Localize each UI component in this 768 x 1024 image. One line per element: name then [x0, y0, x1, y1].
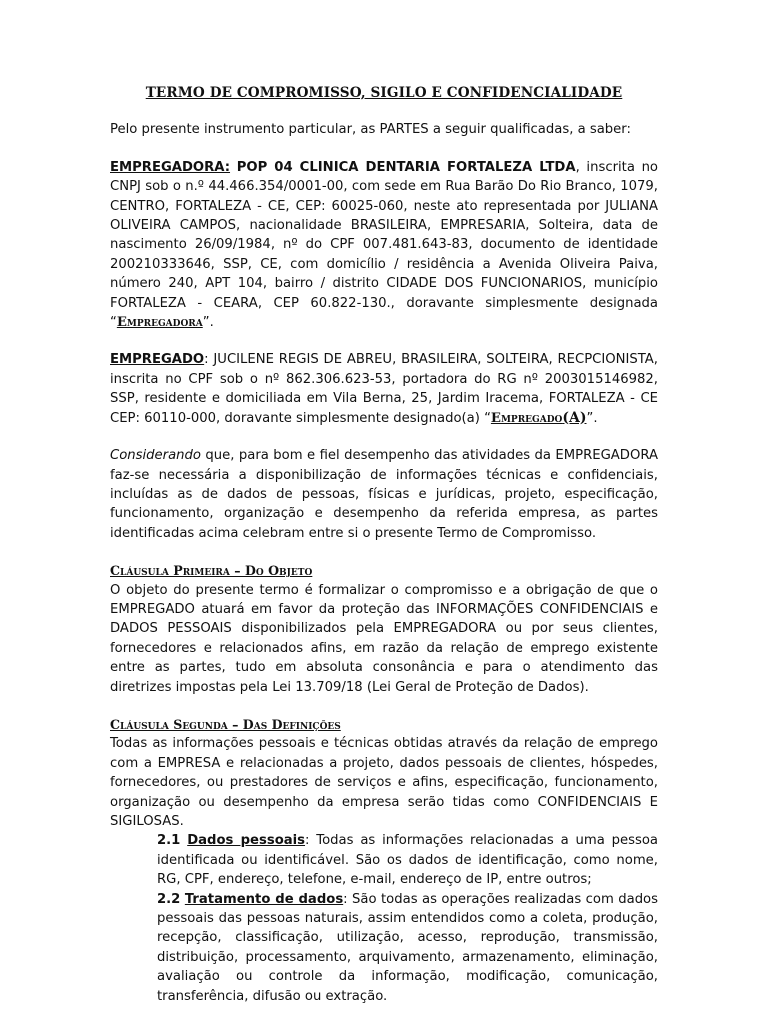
empregado-designation-suffix: (A) — [562, 409, 587, 426]
empregado-label: EMPREGADO — [110, 352, 205, 368]
definition-item — [157, 831, 658, 889]
clausula1-heading: Cláusula Primeira – Do Objeto — [110, 563, 313, 579]
intro-paragraph: Pelo presente instrumento particular, as PARTES a seguir qualificadas, a saber: — [110, 122, 631, 138]
definition-term: Tratamento de dados — [184, 891, 344, 907]
empregado-text: : JUCILENE REGIS DE ABREU, BRASILEIRA, SOLTEIRA, RECPCIONISTA, inscrita no CPF sob o nº 862.306.623-53, portadora do RG nº 2003015146982, SSP, residente e domiciliada em Vila Berna, 25, Jardim Iracema, FORTALEZA - CE CEP: 60110-000, doravante simplesmente designado(a) “ — [110, 352, 658, 426]
considerando-italic: Considerando — [110, 448, 201, 464]
empregadora-company: POP 04 CLINICA DENTARIA FORTALEZA LTDA — [236, 159, 576, 175]
empregadora-paragraph — [110, 158, 658, 333]
definition-number: 2.2 — [157, 891, 181, 907]
document-page — [110, 84, 658, 1006]
considerando-text: que, para bom e fiel desempenho das atividades da EMPREGADORA faz-se necessária a disponibilização de informações técnicas e confidenciais, incluídas as de dados de pessoas, físicas e jurídicas, projeto, especificação, funcionamento, organização e desempenho da referida empresa, as partes identificadas acima celebram entre si o presente Termo de Compromisso. — [110, 448, 658, 541]
empregado-paragraph — [110, 350, 658, 428]
clausula2-heading: Cláusula Segunda – Das Definições — [110, 716, 341, 732]
definition-text: : Todas as informações relacionadas a uma pessoa identificada ou identificável. São os dados de identificação, como nome, RG, CPF, endereço, telefone, e-mail, endereço de IP, entre outros; — [157, 833, 658, 888]
empregado-close: ”. — [586, 410, 598, 426]
empregadora-close: ”. — [202, 315, 214, 331]
clausula2-text: Todas as informações pessoais e técnicas obtidas através da relação de emprego com a EMPRESA e relacionadas a projeto, dados pessoais de clientes, hóspedes, fornecedores, ou prestadores de serviços e afins, especificação, funcionamento, organização ou desempenho da empresa serão tidas como CONFIDENCIAIS E SIGILOSAS. — [110, 736, 658, 829]
definition-item — [157, 890, 658, 1006]
empregadora-label: EMPREGADORA: — [110, 159, 231, 175]
clausula1-text: O objeto do presente termo é formalizar o compromisso e a obrigação de que o EMPREGADO atuará em favor da proteção das INFORMAÇÕES CONFIDENCIAIS e DADOS PESSOAIS disponibilizados pela EMPREGADORA ou por seus clientes, fornecedores e relacionados afins, em razão da relação de emprego existente entre as partes, tudo em absoluta consonância e para o atendimento das diretrizes impostas pela Lei 13.709/18 (Lei Geral de Proteção de Dados). — [110, 582, 658, 695]
considerando-paragraph — [110, 446, 658, 543]
empregadora-text: , inscrita no CNPJ sob o n.º 44.466.354/0001-00, com sede em Rua Barão Do Rio Branco, 1079, CENTRO, FORTALEZA - CE, CEP: 60025-060, neste ato representada por JULIANA OLIVEIRA CAMPOS, nacionalidade BRASILEIRA, EMPRESARIA, Solteira, data de nascimento 26/09/1984, nº do CPF 007.481.643-83, documento de identidade 200210333646, SSP, CE, com domicílio / residência a Avenida Oliveira Paiva, número 240, APT 104, bairro / distrito CIDADE DOS FUNCIONARIOS, município FORTALEZA - CEARA, CEP 60.822-130., doravante simplesmente designada “ — [110, 159, 658, 331]
empregado-designation: Empregado — [490, 410, 563, 426]
document-title: TERMO DE COMPROMISSO, SIGILO E CONFIDENCIALIDADE — [145, 85, 623, 101]
definition-number: 2.1 — [157, 833, 181, 849]
empregadora-designation: Empregadora — [116, 315, 203, 331]
definition-text: : São todas as operações realizadas com dados pessoais das pessoas naturais, assim entendidos como a coleta, produção, recepção, classificação, utilização, acesso, reprodução, transmissão, distribuição, processamento, arquivamento, armazenamento, eliminação, avaliação ou controle da informação, modificação, comunicação, transferência, difusão ou extração. — [157, 891, 658, 1004]
definition-term: Dados pessoais — [187, 833, 306, 849]
